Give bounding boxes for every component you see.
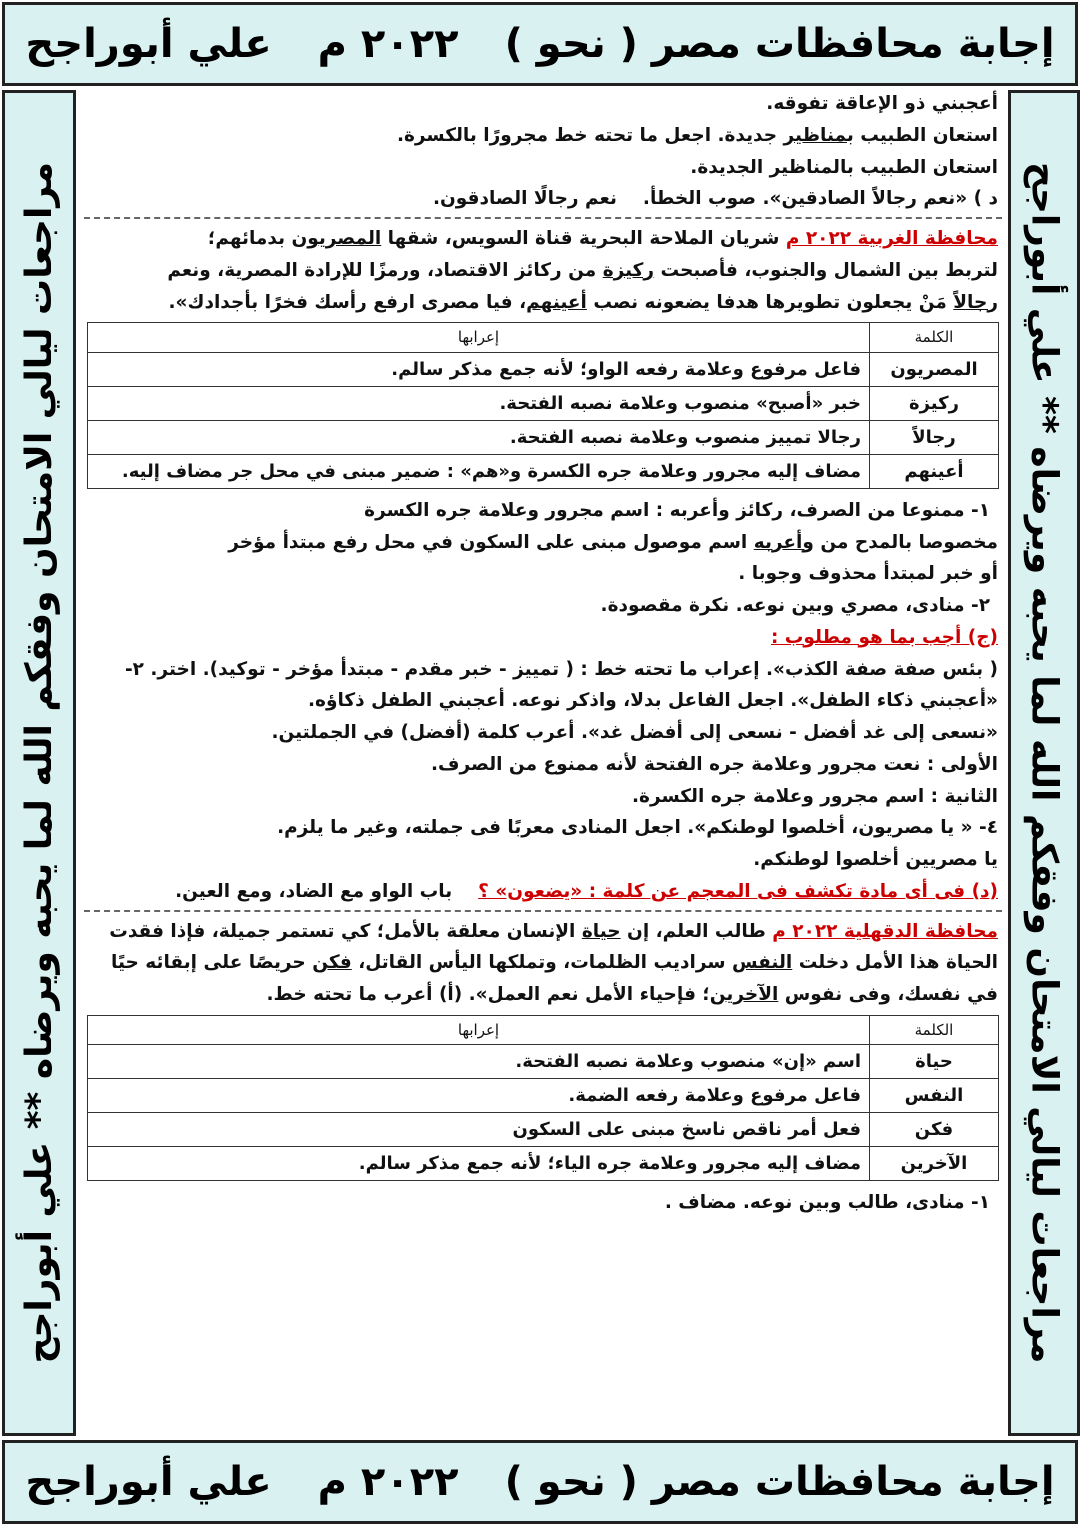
part-j-line-6: ٤- « يا مصريون، أخلصوا لوطنكم». اجعل المنادى معربًا فى جملته، وغير ما يلزم. xyxy=(277,817,998,839)
part-d-line xyxy=(88,878,998,906)
part-j-line-7: يا مصريين أخلصوا لوطنكم. xyxy=(753,849,998,870)
dakahlia-p2a: الحياة هذا الأمل دخلت xyxy=(792,952,998,974)
intro-line-2-c: جديدة. اجعل ما تحته خط مجرورًا بالكسرة. xyxy=(396,124,784,146)
dakahlia-p2c: سراديب الظلمات، وتملكها اليأس القاتل، xyxy=(351,952,732,974)
column-header-parse: إعرابها xyxy=(88,323,870,353)
side-panel-right xyxy=(1008,90,1080,1436)
table-cell-parse: مضاف إليه مجرور وعلامة جره الكسرة و«هم» : ضمير مبنى في محل جر مضاف إليه. xyxy=(88,454,870,488)
divider xyxy=(84,217,1002,219)
banner-title: إجابة محافظات مصر ( نحو ) xyxy=(504,1459,1055,1505)
part-j-line-2: «أعجبني ذكاء الطفل». اجعل الفاعل بدلا، واذكر نوعه. أعجبني الطفل ذكاؤه. xyxy=(308,690,998,712)
intro-line-4-answer: نعم رجالًا الصادقون. xyxy=(432,188,617,210)
table-cell-word: ركيزة xyxy=(870,386,999,420)
table-cell-parse: اسم «إن» منصوب وعلامة نصبه الفتحة. xyxy=(88,1045,870,1079)
table-cell-word: النفس xyxy=(870,1079,999,1113)
gharbia-answer-3: أو خبر لمبتدأ محذوف وجوبا . xyxy=(738,563,998,585)
part-j-line-1: ( بئس صفة صفة الكذب». إعراب ما تحته خط : ( تمييز - خبر مقدم - مبتدأ مؤخر - توكيد). اختر. ٢- xyxy=(124,658,998,680)
main-content xyxy=(84,90,1002,1436)
banner-author: علي أبوراجح xyxy=(25,21,272,67)
table-cell-word: المصريون xyxy=(870,352,999,386)
intro-line-4 xyxy=(88,185,998,213)
part-j-line-4: الأولى : نعت مجرور وعلامة جره الفتحة لأنه ممنوع من الصرف. xyxy=(430,753,998,775)
gharbia-a2b: وأعربه xyxy=(753,531,814,553)
table-header-row xyxy=(88,1015,999,1045)
table-row xyxy=(88,1079,999,1113)
dakahlia-p1c: الإنسان معلقة بالأمل؛ كي تستمر جميلة، فإذا فقدت xyxy=(109,920,582,942)
gharbia-answer-2 xyxy=(88,529,998,557)
dakahlia-p2e: حريصًا على إبقائه حيًا xyxy=(111,952,313,974)
gharbia-table xyxy=(87,322,999,489)
banner-year: ٢٠٢٢ م xyxy=(317,1459,459,1505)
gharbia-p2b: ركيزة xyxy=(602,259,655,281)
table-row xyxy=(88,420,999,454)
table-cell-word: أعينهم xyxy=(870,454,999,488)
gharbia-paragraph-line-2 xyxy=(88,257,998,285)
table-row xyxy=(88,1147,999,1181)
part-j-line-5: الثانية : اسم مجرور وعلامة جره الكسرة. xyxy=(632,785,998,807)
dakahlia-p1a: طالب العلم، إن xyxy=(620,920,773,942)
gharbia-p3c: أعينهم xyxy=(526,291,587,313)
side-panel-left xyxy=(2,90,76,1436)
table-row xyxy=(88,1045,999,1079)
table-row xyxy=(88,454,999,488)
dakahlia-p3c: ؛ فإحياء الأمل نعم العمل». (أ) أعرب ما تحته خط. xyxy=(266,984,710,1005)
gharbia-p1c: بدمائهم؛ xyxy=(207,228,292,249)
column-header-word: الكلمة xyxy=(870,323,999,353)
intro-line-2 xyxy=(88,122,998,150)
table-row xyxy=(88,352,999,386)
table-cell-parse: فاعل مرفوع وعلامة رفعه الواو؛ لأنه جمع مذكر سالم. xyxy=(88,352,870,386)
column-header-word: الكلمة xyxy=(870,1015,999,1045)
gharbia-p3d: ، فيا مصرى ارفع رأسك فخرًا بأجدادك». xyxy=(168,291,527,313)
column-header-parse: إعرابها xyxy=(88,1015,870,1045)
side-panel-right-text: مراجعات ليالي الامتحان وفقكم الله لما يحبه ويرضاه ** علي أبوراجح xyxy=(1023,162,1065,1364)
part-j-label: (ج) أجب بما هو مطلوب : xyxy=(770,626,998,648)
gharbia-p3a: رجالاً xyxy=(953,291,998,313)
gharbia-p1b: المصريون xyxy=(291,228,382,249)
intro-line-4-question: د ) «نعم رجالاً الصادقين». صوب الخطأ. xyxy=(642,188,998,210)
dakahlia-p2d: فكن xyxy=(312,952,352,974)
dakahlia-p2b: النفس xyxy=(731,952,793,974)
dakahlia-label: محافظة الدقهلية ٢٠٢٢ م xyxy=(772,920,998,942)
table-header-row xyxy=(88,323,999,353)
dakahlia-p3b: الآخرين xyxy=(709,984,779,1005)
table-cell-word: حياة xyxy=(870,1045,999,1079)
dakahlia-p1b: حياة xyxy=(581,920,621,942)
side-panel-left-text: مراجعات ليالي الامتحان وفقكم الله لما يحبه ويرضاه ** علي أبوراجح xyxy=(18,162,60,1364)
dakahlia-paragraph-line-3 xyxy=(88,981,998,1009)
gharbia-paragraph-line-3 xyxy=(88,289,998,317)
divider xyxy=(84,910,1002,912)
table-cell-word: رجالاً xyxy=(870,420,999,454)
gharbia-label: محافظة الغربية ٢٠٢٢ م xyxy=(785,228,998,249)
intro-line-1: أعجبني ذو الإعاقة تفوقه. xyxy=(766,93,998,114)
gharbia-p2c: من ركائز الاقتصاد، ورمزًا للإرادة المصرية، ونعم xyxy=(167,259,603,281)
table-row xyxy=(88,386,999,420)
table-cell-parse: رجالا تمييز منصوب وعلامة نصبه الفتحة. xyxy=(88,420,870,454)
gharbia-answer-1: ١- ممنوعا من الصرف، ركائز وأعربه : اسم مجرور وعلامة جره الكسرة xyxy=(364,499,990,521)
banner-title: إجابة محافظات مصر ( نحو ) xyxy=(504,21,1055,67)
gharbia-p1a: شريان الملاحة البحرية قناة السويس، شقها xyxy=(381,228,786,249)
bottom-banner xyxy=(2,1440,1078,1524)
part-d-answer: باب الواو مع الضاد، ومع العين. xyxy=(175,880,453,902)
banner-author: علي أبوراجح xyxy=(25,1459,272,1505)
part-d-label: (د) فى أى مادة تكشف فى المعجم عن كلمة : «يضعون» ؟ xyxy=(478,880,998,902)
dakahlia-paragraph-line-2 xyxy=(88,949,998,977)
dakahlia-table xyxy=(87,1015,999,1182)
dakahlia-paragraph-line-1 xyxy=(88,918,998,946)
table-cell-word: الآخرين xyxy=(870,1147,999,1181)
table-cell-word: فكن xyxy=(870,1113,999,1147)
table-row xyxy=(88,1113,999,1147)
banner-year: ٢٠٢٢ م xyxy=(317,21,459,67)
intro-line-3: استعان الطبيب بالمناظير الجديدة. xyxy=(690,156,998,178)
gharbia-paragraph-line-1 xyxy=(88,225,998,253)
gharbia-a2a: مخصوصا بالمدح من xyxy=(813,531,998,553)
table-cell-parse: فعل أمر ناقص ناسخ مبنى على السكون xyxy=(88,1113,870,1147)
dakahlia-p3a: في نفسك، وفى نفوس xyxy=(778,984,998,1005)
table-cell-parse: خبر «أصبح» منصوب وعلامة نصبه الفتحة. xyxy=(88,386,870,420)
intro-line-2-a: استعان الطبيب ب xyxy=(846,124,998,146)
table-cell-parse: مضاف إليه مجرور وعلامة جره الياء؛ لأنه جمع مذكر سالم. xyxy=(88,1147,870,1181)
dakahlia-answer-1: ١- منادى، طالب وبين نوعه. مضاف . xyxy=(664,1192,990,1214)
top-banner xyxy=(2,2,1078,86)
gharbia-p3b: مَنْ يجعلون تطويرها هدفا يضعونه نصب xyxy=(586,291,954,313)
gharbia-a2c: اسم موصول مبنى على السكون في محل رفع مبتدأ مؤخر xyxy=(228,531,754,553)
table-cell-parse: فاعل مرفوع وعلامة رفعه الضمة. xyxy=(88,1079,870,1113)
intro-line-2-underlined: مناظير xyxy=(783,124,847,146)
gharbia-p2a: لتربط بين الشمال والجنوب، فأصبحت xyxy=(654,259,998,281)
gharbia-answer-4: ٢- منادى، مصري وبين نوعه. نكرة مقصودة. xyxy=(600,595,990,616)
part-j-line-3: «نسعى إلى غد أفضل - نسعى إلى أفضل غد». أعرب كلمة (أفضل) في الجملتين. xyxy=(271,722,998,743)
